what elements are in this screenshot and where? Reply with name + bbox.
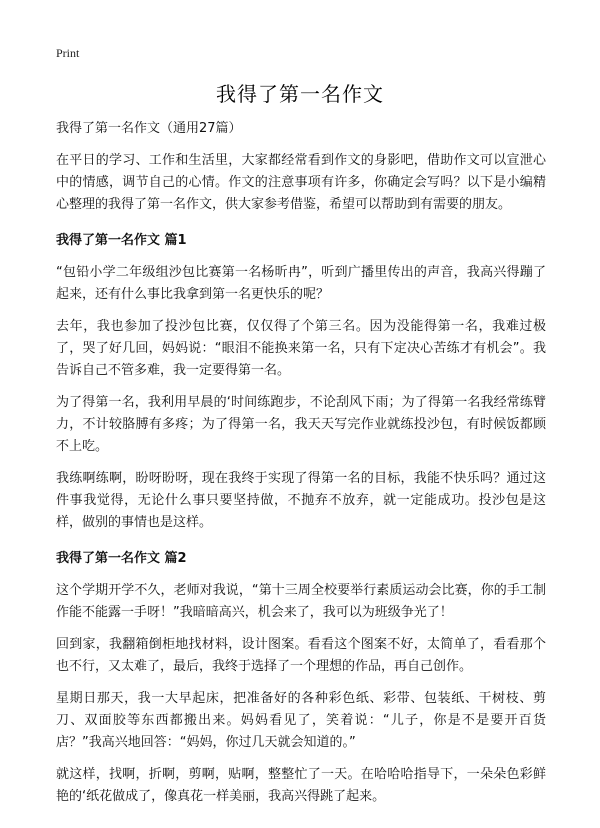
- section-2: [56, 548, 546, 808]
- article-subtitle: 我得了第一名作文（通用27篇）: [56, 121, 242, 136]
- paragraph: 就这样，找啊，折啊，剪啊，贴啊，整整忙了一天。在哈哈哈指导下，一朵朵色彩鲜艳的‘纸花做成了，像真花一样美丽，我高兴得跳了起来。: [56, 767, 546, 804]
- section-heading: 我得了第一名作文 篇2: [56, 551, 187, 566]
- page-title: 我得了第一名作文: [216, 82, 384, 106]
- paragraph: 为了得第一名，我利用早晨的‘时间练跑步，不论刮风下雨；为了得第一名我经常练臂力，不计较胳膊有多疼；为了得第一名，我天天写完作业就练投沙包，有时候饭都顾不上吃。: [56, 395, 546, 454]
- section-heading: 我得了第一名作文 篇1: [56, 233, 187, 248]
- paragraph: 我练啊练啊，盼呀盼呀，现在我终于实现了得第一名的目标，我能不快乐吗？通过这件事我觉得，无论什么事只要坚持做，不抛弃不放弃，就一定能成功。投沙包是这样，做别的事情也是这样。: [56, 471, 546, 530]
- paragraph: 这个学期开学不久，老师对我说，“第十三周全校要举行素质运动会比赛，你的手工制作能不能露一手呀！”我暗暗高兴，机会来了，我可以为班级争光了！: [56, 583, 546, 620]
- paragraph: 去年，我也参加了投沙包比赛，仅仅得了个第三名。因为没能得第一名，我难过极了，哭了好几回，妈妈说：“眼泪不能换来第一名，只有下定决心苦练才有机会”。我告诉自己不管多难，我一定要得第一名。: [56, 319, 546, 378]
- paragraph: “包铅小学二年级组沙包比赛第一名杨昕冉”，听到广播里传出的声音，我高兴得蹦了起来，还有什么事比我拿到第一名更快乐的呢？: [56, 265, 546, 302]
- section-1: [56, 230, 546, 534]
- print-link[interactable]: Print: [56, 46, 80, 60]
- paragraph: 回到家，我翻箱倒柜地找材料，设计图案。看看这个图案不好，太简单了，看看那个也不行，又太难了，最后，我终于选择了一个理想的作品，再自己创作。: [56, 637, 546, 674]
- paragraph: 星期日那天，我一大早起床，把准备好的各种彩色纸、彩带、包装纸、干树枝、剪刀、双面胶等东西都搬出来。妈妈看见了，笑着说：“儿子，你是不是要开百货店？”我高兴地回答：“妈妈，你过几天就会知道的。”: [56, 691, 546, 750]
- intro-paragraph: 在平日的学习、工作和生活里，大家都经常看到作文的身影吧，借助作文可以宣泄心中的情感，调节自己的心情。作文的注意事项有许多，你确定会写吗？以下是小编精心整理的我得了第一名作文，供大家参考借鉴，希望可以帮助到有需要的朋友。: [56, 153, 546, 212]
- article-body: [56, 118, 546, 818]
